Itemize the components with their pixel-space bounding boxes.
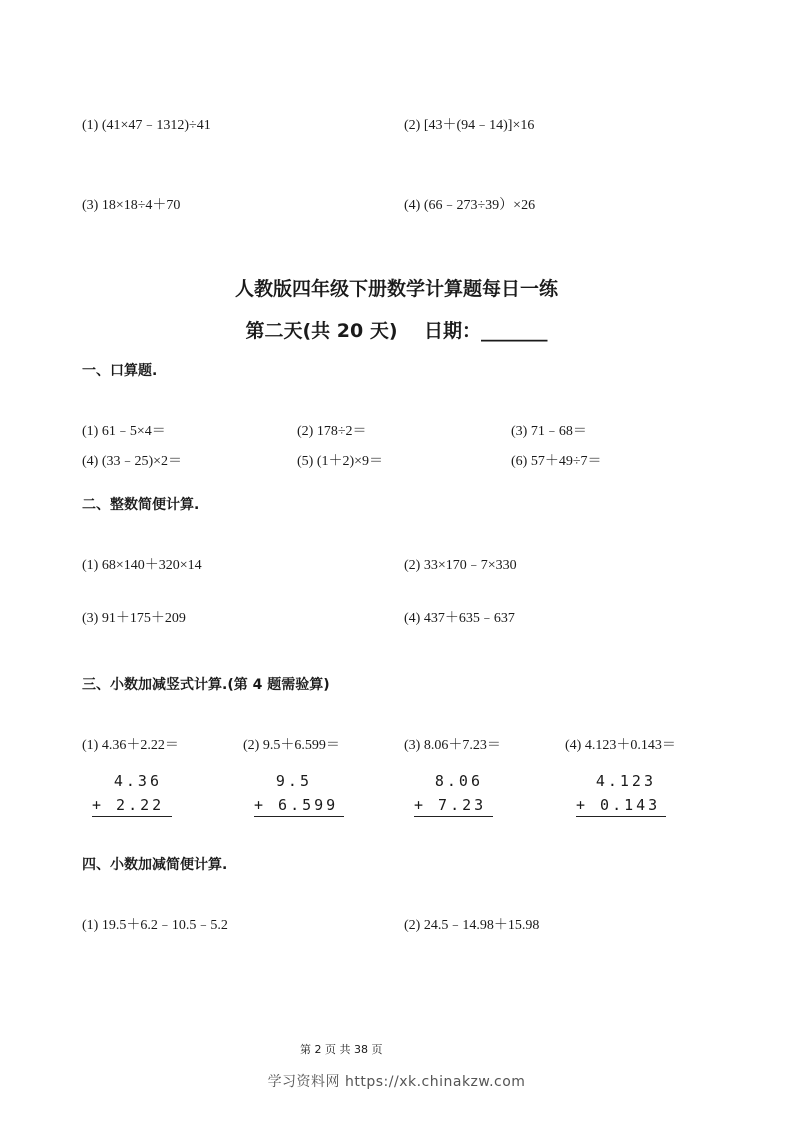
top-problem-1: (1) (41×47﹣1312)÷41 xyxy=(82,118,211,133)
oral-item-1: (1) 61﹣5×4＝ xyxy=(82,424,166,439)
oral-item-6: (6) 57＋49÷7＝ xyxy=(511,454,602,469)
vertical-item-4-top: 4.123 xyxy=(595,772,656,790)
decimal-item-1: (1) 19.5＋6.2﹣10.5﹣5.2 xyxy=(82,918,228,933)
vertical-item-4-label: (4) 4.123＋0.143＝ xyxy=(565,738,676,753)
vertical-item-4-line xyxy=(576,816,666,817)
vertical-item-3-label: (3) 8.06＋7.23＝ xyxy=(404,738,501,753)
top-problem-4: (4) (66﹣273÷39）×26 xyxy=(404,198,536,213)
integer-item-1: (1) 68×140＋320×14 xyxy=(82,558,202,573)
section-1-heading: 一、口算题. xyxy=(82,363,158,379)
vertical-item-4-bottom: + 0.143 xyxy=(576,796,661,814)
oral-item-5: (5) (1＋2)×9＝ xyxy=(297,454,384,469)
section-2-heading: 二、整数简便计算. xyxy=(82,497,200,513)
vertical-item-1-label: (1) 4.36＋2.22＝ xyxy=(82,738,179,753)
vertical-item-3-top: 8.06 xyxy=(434,772,483,790)
vertical-item-1-line xyxy=(92,816,172,817)
page-title: 人教版四年级下册数学计算题每日一练 xyxy=(234,278,558,300)
oral-item-4: (4) (33﹣25)×2＝ xyxy=(82,454,183,469)
oral-item-3: (3) 71﹣68＝ xyxy=(511,424,587,439)
vertical-item-2-line xyxy=(254,816,344,817)
vertical-item-1-top: 4.36 xyxy=(113,772,162,790)
vertical-item-1-bottom: + 2.22 xyxy=(92,796,165,814)
top-problem-2: (2) [43＋(94﹣14)]×16 xyxy=(404,118,535,133)
page-number: 第 2 页 共 38 页 xyxy=(300,1043,383,1056)
integer-item-3: (3) 91＋175＋209 xyxy=(82,611,186,626)
top-problem-3: (3) 18×18÷4＋70 xyxy=(82,198,181,213)
section-3-heading: 三、小数加减竖式计算.(第 4 题需验算) xyxy=(82,677,330,693)
decimal-item-2: (2) 24.5﹣14.98＋15.98 xyxy=(404,918,540,933)
integer-item-4: (4) 437＋635﹣637 xyxy=(404,611,515,626)
vertical-item-2-top: 9.5 xyxy=(275,772,312,790)
vertical-item-2-label: (2) 9.5＋6.599＝ xyxy=(243,738,340,753)
section-4-heading: 四、小数加减简便计算. xyxy=(82,857,228,873)
vertical-item-2-bottom: + 6.599 xyxy=(254,796,339,814)
page-subtitle: 第二天(共 20 天) 日期：_______ xyxy=(245,320,548,342)
integer-item-2: (2) 33×170﹣7×330 xyxy=(404,558,517,573)
watermark: 学习资料网 https://xk.chinakzw.com xyxy=(267,1074,526,1090)
oral-item-2: (2) 178÷2＝ xyxy=(297,424,367,439)
vertical-item-3-bottom: + 7.23 xyxy=(414,796,487,814)
vertical-item-3-line xyxy=(414,816,493,817)
